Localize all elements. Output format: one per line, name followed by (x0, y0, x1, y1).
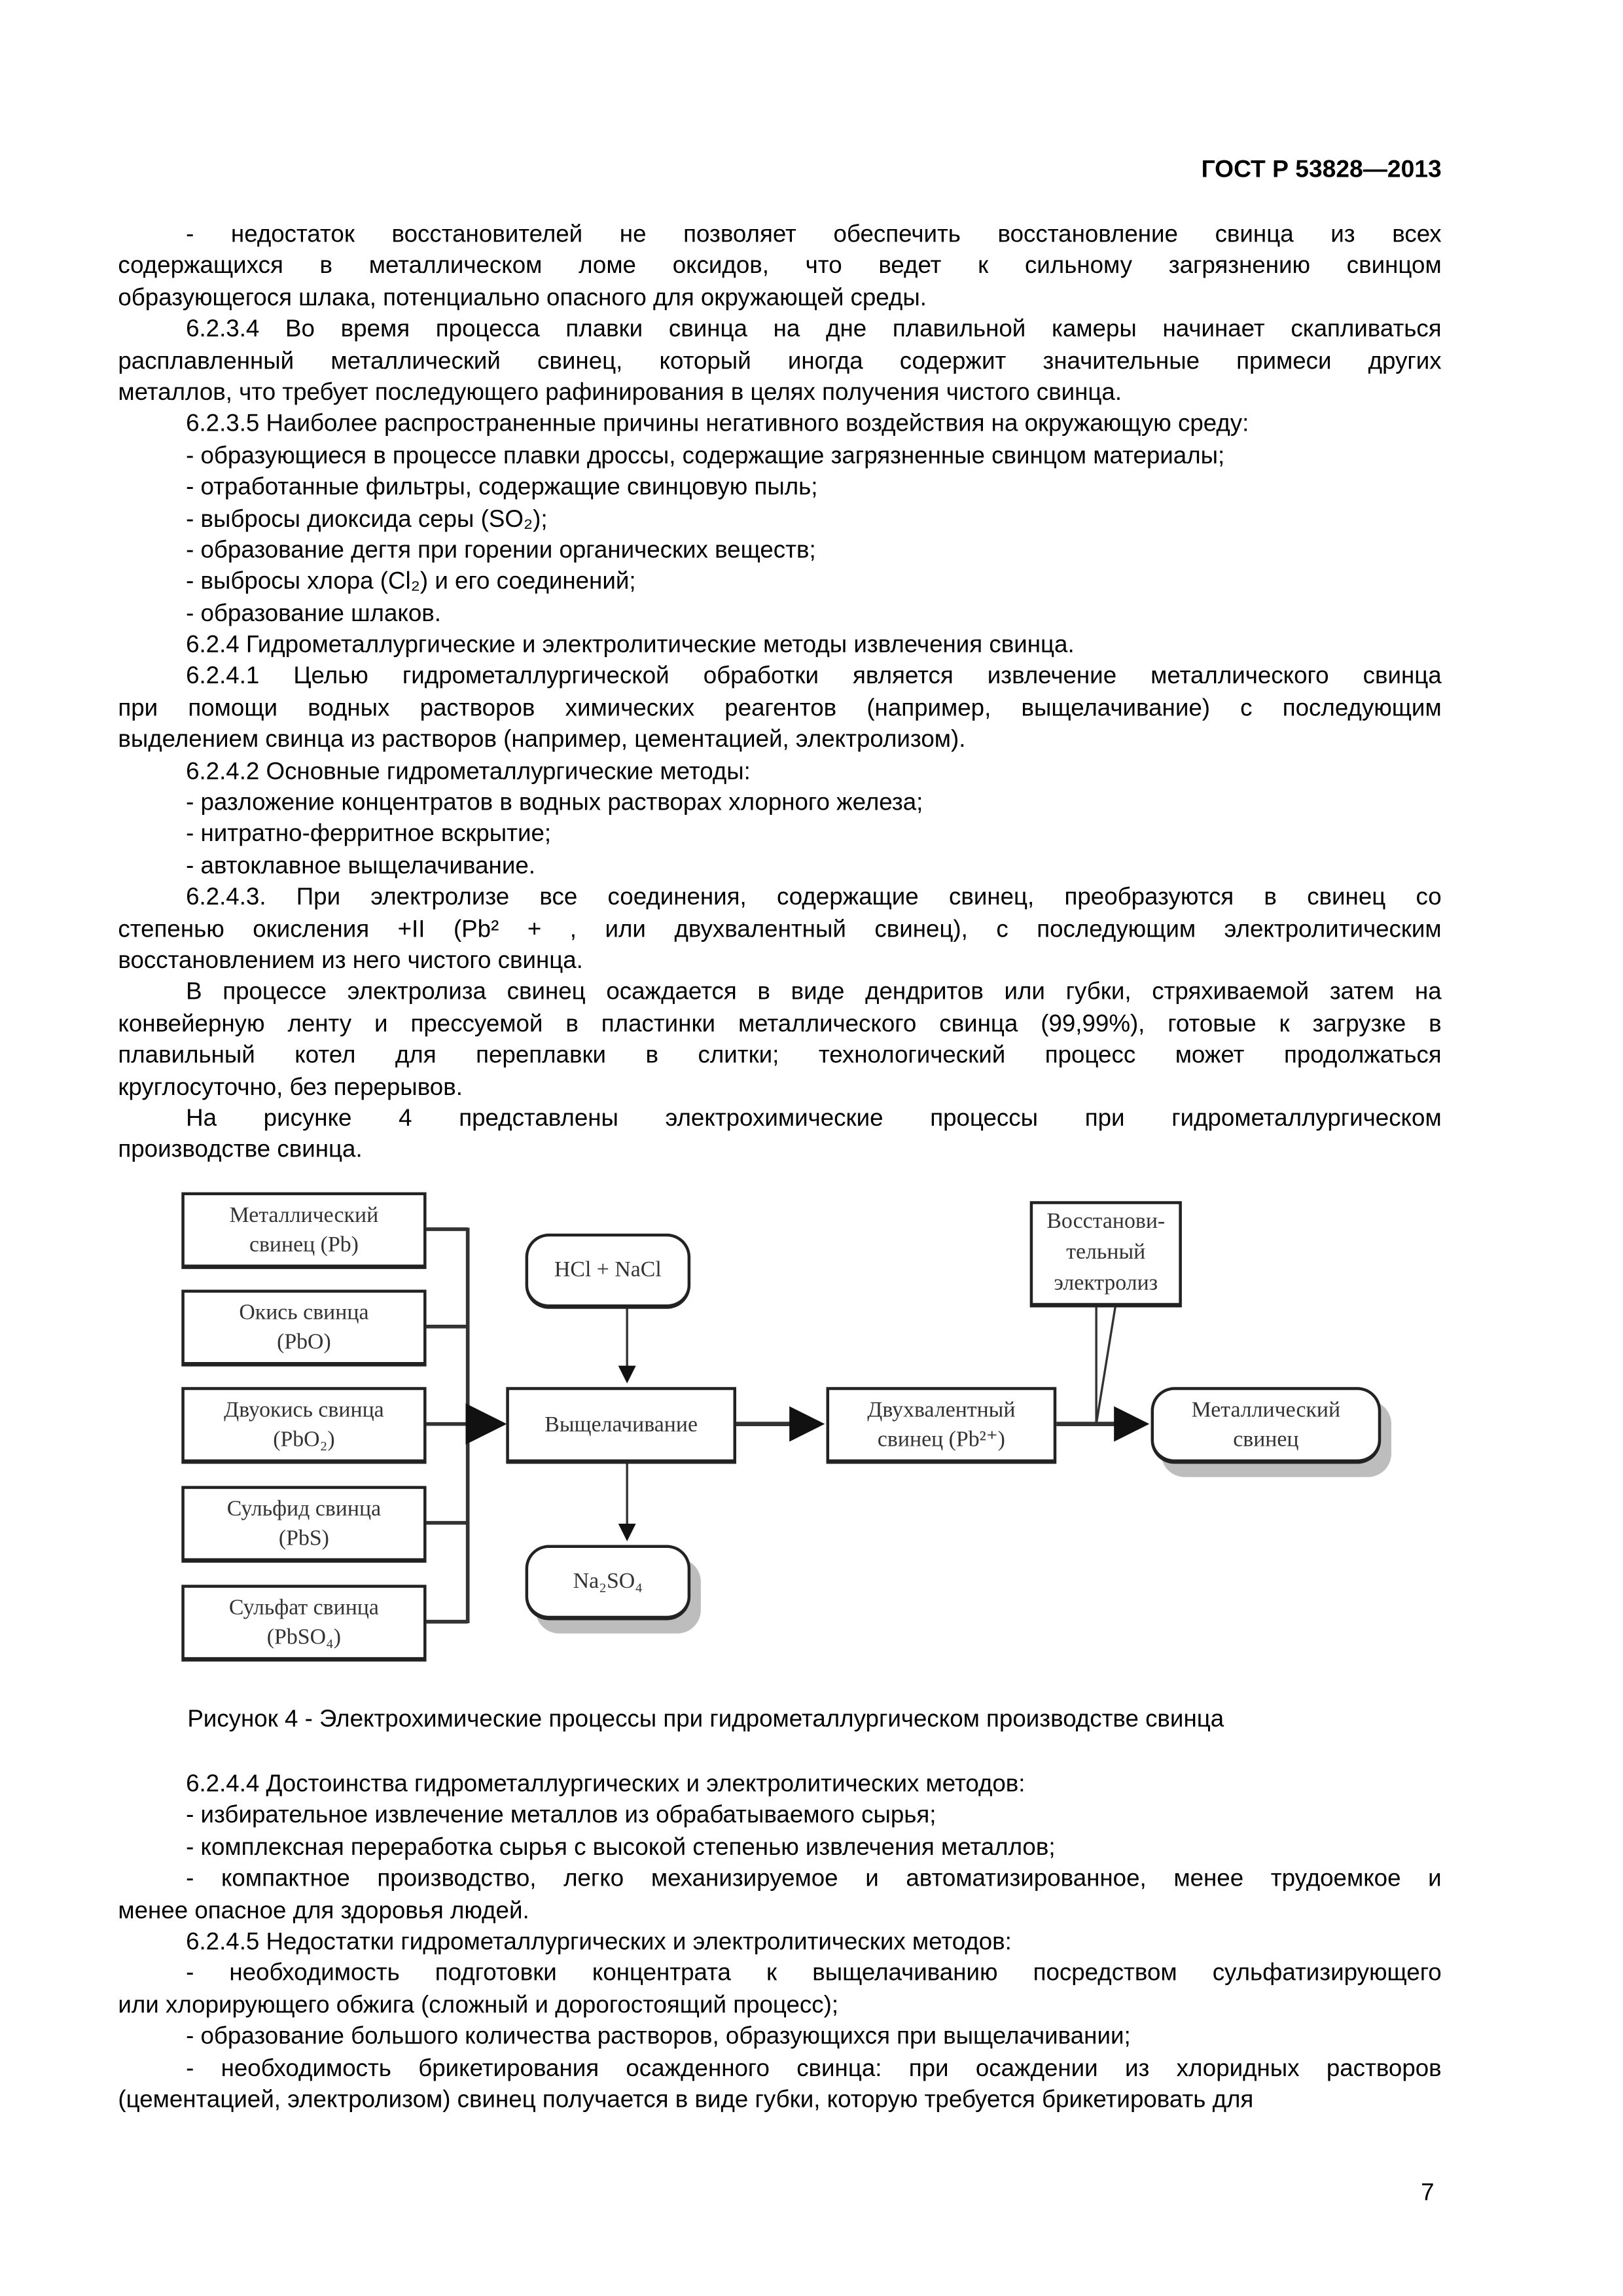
box-label: (PbO) (277, 1330, 331, 1354)
leaching-box (506, 1387, 736, 1463)
text-line: - образующиеся в процессе плавки дроссы, содержащие загрязненные свинцом материалы; (186, 442, 1225, 469)
text-line: менее опасное для здоровья людей. (118, 1897, 529, 1924)
text-line: - необходимость брикетирования осажденного свинца: при осаждении из хлоридных растворов (186, 2054, 1442, 2082)
box-label: Сульфид свинца (226, 1497, 382, 1521)
text-line: расплавленный металлический свинец, который иногда содержит значительные примеси других (118, 348, 1442, 374)
text-line: - необходимость подготовки концентрата к выщелачиванию посредством сульфатизирующего (186, 1960, 1442, 1987)
text-line: 6.2.4.1 Целью гидрометаллургической обработки является извлечение металлического свинца (186, 663, 1442, 690)
text-line: - выбросы хлора (Cl₂) и его соединений; (186, 568, 636, 596)
text-line: при помощи водных растворов химических реагентов (например, выщелачивание) с последующим (118, 694, 1442, 722)
box-label: Двухвалентный (867, 1398, 1016, 1422)
input-box-metallic-lead (181, 1193, 426, 1269)
electrolysis-callout-line (1096, 1306, 1115, 1424)
box-label: (PbS) (278, 1526, 329, 1551)
box-label: Na₂SO₄ (573, 1570, 643, 1594)
paragraph (118, 2022, 1441, 2053)
paragraph (118, 2053, 1441, 2116)
text-line: образующегося шлака, потенциально опасного для окружающей среды. (118, 284, 927, 312)
box-label: Сульфат свинца (228, 1596, 379, 1620)
box-label: тельный (1066, 1241, 1146, 1265)
box-label: (PbO₂) (273, 1427, 335, 1452)
box-label: электролиз (1054, 1272, 1158, 1296)
text-line: или хлорирующего обжига (сложный и дорогостоящий процесс); (118, 1992, 839, 2018)
paragraph (118, 1833, 1441, 1864)
text-line: - недостаток восстановителей не позволяет обеспечить восстановление свинца из всех (186, 221, 1442, 248)
input-box-lead-oxide (181, 1289, 426, 1366)
box-label: Металлический (229, 1203, 379, 1227)
text-line: 6.2.3.5 Наиболее распространенные причины негативного воздействия на окружающую среду: (186, 410, 1249, 438)
box-label: Восстанови- (1046, 1210, 1166, 1234)
body-text-after-figure (118, 1769, 1441, 2116)
text-line: конвейерную ленту и прессуемой в пластинки металлического свинца (99,99%), готовые к загрузке в (118, 1010, 1442, 1037)
text-line: - разложение концентратов в водных растворах хлорного железа; (186, 789, 923, 816)
input-box-lead-dioxide (181, 1387, 426, 1463)
text-line: выделением свинца из растворов (например, цементацией, электролизом). (118, 726, 966, 753)
divalent-lead-box (827, 1387, 1057, 1463)
text-line: - отработанные фильтры, содержащие свинцовую пыль; (186, 473, 818, 501)
box-label: свинец (1233, 1427, 1299, 1452)
box-label: HCl + NaCl (554, 1259, 662, 1283)
text-line: 6.2.4 Гидрометаллургические и электролитические методы извлечения свинца. (186, 632, 1075, 658)
figure-caption: Рисунок 4 - Электрохимические процессы при гидрометаллургическом производстве свинца (187, 1706, 1224, 1732)
text-line: - комплексная переработка сырья с высокой степенью извлечения металлов; (186, 1833, 1056, 1861)
paragraph (118, 1769, 1441, 1801)
page-number: 7 (1421, 2179, 1435, 2206)
text-line: - образование шлаков. (186, 600, 441, 627)
text-line: В процессе электролиза свинец осаждается в виде дендритов или губки, стряхиваемой затем на (186, 978, 1442, 1006)
text-line: - образование большого количества растворов, образующихся при выщелачивании; (186, 2023, 1131, 2050)
box-label: свинец (Pb²⁺) (877, 1427, 1005, 1452)
text-line: 6.2.3.4 Во время процесса плавки свинца на дне плавильной камеры начинает скапливаться (186, 315, 1442, 343)
text-line: - выбросы диоксида серы (SO₂); (186, 505, 548, 532)
paragraph (118, 1864, 1441, 1927)
text-line: 6.2.4.5 Недостатки гидрометаллургических и электролитических методов: (186, 1928, 1012, 1956)
text-line: - компактное производство, легко механизируемое и автоматизированное, менее трудоемкое и (186, 1865, 1442, 1892)
text-line: круглосуточно, без перерывов. (118, 1073, 463, 1100)
box-label: Металлический (1191, 1398, 1341, 1422)
text-line: - нитратно-ферритное вскрытие; (186, 821, 552, 848)
product-box (1151, 1387, 1382, 1463)
paragraph (118, 1801, 1441, 1832)
text-line: производстве свинца. (118, 1136, 363, 1164)
text-line: 6.2.4.4 Достоинства гидрометаллургических и электролитических методов: (186, 1770, 1026, 1798)
text-line: (цементацией, электролизом) свинец получается в виде губки, которую требуется брикетировать для (118, 2086, 1254, 2113)
text-line: металлов, что требует последующего рафинирования в целях получения чистого свинца. (118, 379, 1122, 406)
paragraph (118, 1959, 1441, 2022)
text-line: 6.2.4.3. При электролизе все соединения, содержащие свинец, преобразуются в свинец со (186, 884, 1442, 911)
text-line: На рисунке 4 представлены электрохимические процессы при гидрометаллургическом (186, 1105, 1442, 1132)
box-label: Выщелачивание (544, 1412, 698, 1437)
document-id-header: ГОСТ Р 53828—2013 (1201, 156, 1442, 183)
text-line: восстановлением из него чистого свинца. (118, 947, 583, 974)
text-line: степенью окисления +II (Pb² + , или двухвалентный свинец), с последующим электролитическим (118, 916, 1442, 942)
text-line: плавильный котел для переплавки в слитки; технологический процесс может продолжаться (118, 1042, 1442, 1069)
box-label: свинец (Pb) (249, 1232, 359, 1257)
box-label: (PbSO₄) (266, 1625, 342, 1649)
text-line: - избирательное извлечение металлов из обрабатываемого сырья; (186, 1802, 936, 1829)
text-line: - образование дегтя при горении органических веществ; (186, 537, 816, 564)
reagent-box (526, 1234, 691, 1309)
text-line: - автоклавное выщелачивание. (186, 852, 535, 880)
text-line: 6.2.4.2 Основные гидрометаллургические методы: (186, 758, 751, 785)
electrolysis-box (1030, 1201, 1182, 1307)
paragraph (118, 1927, 1441, 1958)
box-label: Окись свинца (239, 1300, 369, 1325)
input-box-lead-sulfide (181, 1486, 426, 1562)
box-label: Двуокись свинца (224, 1398, 384, 1422)
input-box-lead-sulfate (181, 1585, 426, 1661)
text-line: содержащихся в металлическом ломе оксидов, что ведет к сильному загрязнению свинцом (118, 253, 1442, 279)
byproduct-box (526, 1545, 691, 1621)
